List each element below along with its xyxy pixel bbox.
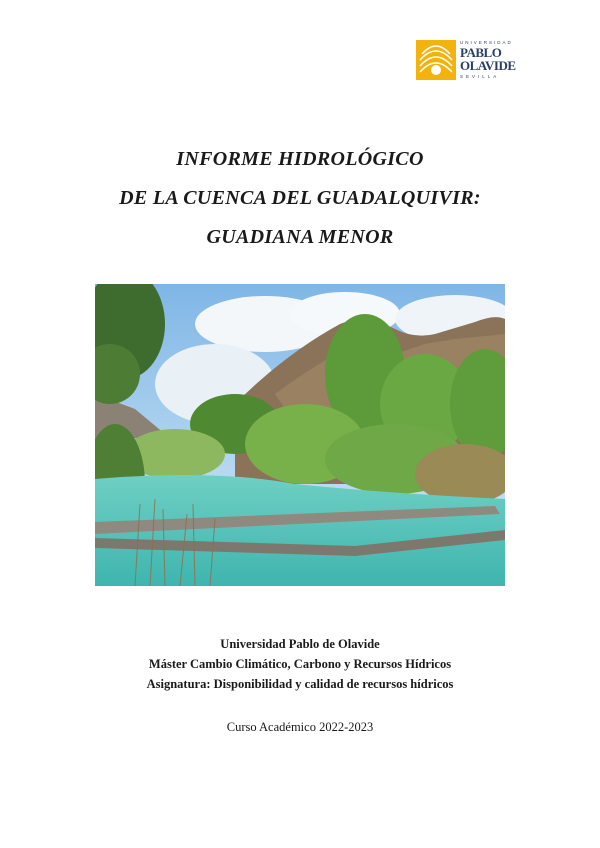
title-line-2: DE LA CUENCA DEL GUADALQUIVIR: bbox=[119, 187, 481, 209]
logo-name-line1: PABLO bbox=[460, 45, 502, 60]
logo-name bbox=[460, 46, 524, 72]
subject-name: Asignatura: Disponibilidad y calidad de recursos hídricos bbox=[146, 677, 454, 691]
university-name: Universidad Pablo de Olavide bbox=[220, 637, 380, 651]
logo-top-text: UNIVERSIDAD bbox=[460, 40, 513, 45]
master-name: Máster Cambio Climático, Carbono y Recursos Hídricos bbox=[148, 657, 452, 671]
university-logo bbox=[416, 40, 524, 82]
sun-mark-icon bbox=[416, 40, 456, 80]
academic-year: Curso Académico 2022-2023 bbox=[226, 720, 374, 734]
title-line-3: GUADIANA MENOR bbox=[206, 226, 394, 248]
institution-info bbox=[0, 634, 600, 694]
logo-name-line2: OLAVIDE bbox=[460, 58, 516, 73]
logo-bottom-text: SEVILLA bbox=[460, 74, 500, 79]
document-title bbox=[0, 140, 600, 257]
title-line-1: INFORME HIDROLÓGICO bbox=[176, 148, 424, 170]
river-landscape-illustration bbox=[95, 284, 505, 586]
river-landscape-image bbox=[95, 284, 505, 586]
